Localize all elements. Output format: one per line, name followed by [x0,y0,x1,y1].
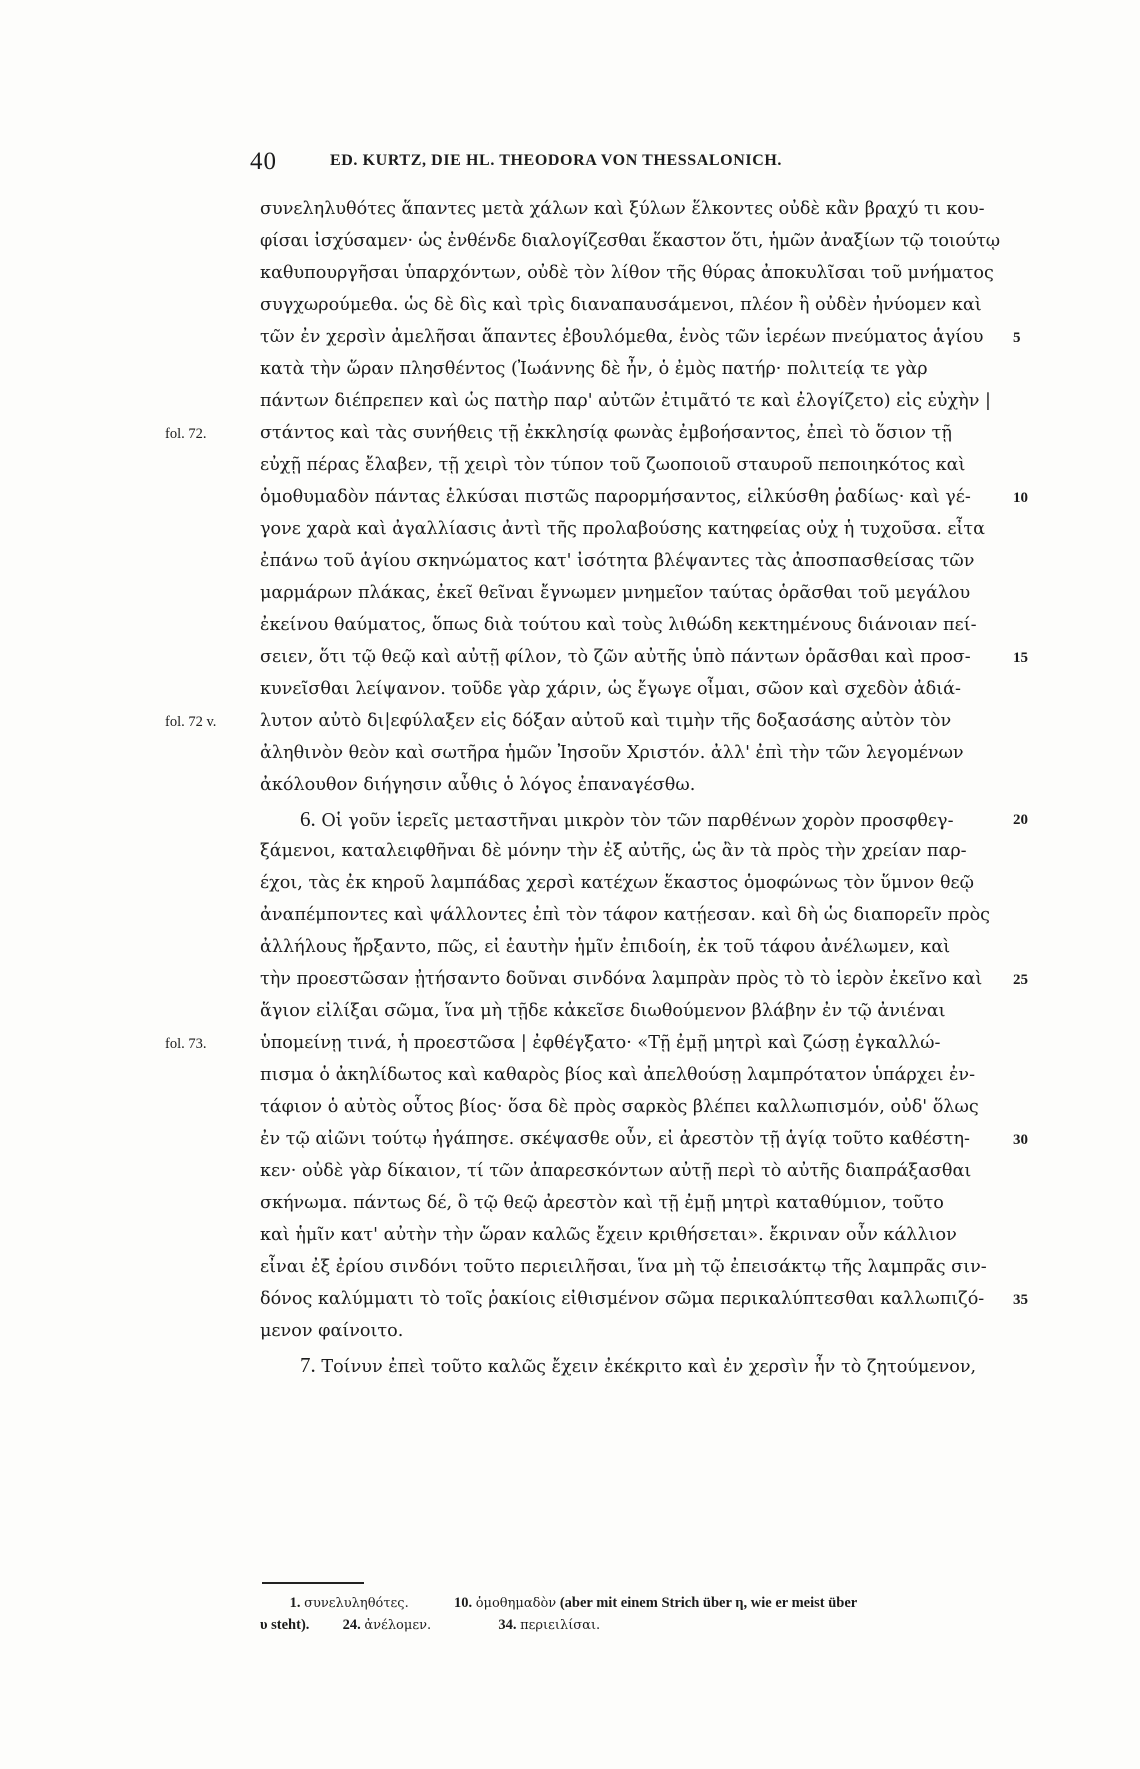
footnote-note: υ steht). [260,1617,310,1633]
text-span: Τοίνυν ἐπεὶ τοῦτο καλῶς ἔχειν ἐκέκριτο καὶ ἐν χερσὶν ἦν τὸ ζητούμενον, [321,1357,977,1377]
text-line: ἀναπέμποντες καὶ ψάλλοντες ἐπὶ τὸν τάφον κατῄεσαν. καὶ δὴ ὡς διαπορεῖν πρὸς [260,905,991,925]
footnote-word: ὁμοθημαδὸν [475,1596,557,1611]
text-line: ὑπομείνῃ τινά, ἡ προεστῶσα | ἐφθέγξατο· «Τῇ ἐμῇ μητρὶ καὶ ζώσῃ ἐγκαλλώ- [260,1033,941,1053]
footnote-label: 1. [289,1595,301,1611]
text-line: ἀληθινὸν θεὸν καὶ σωτῆρα ἡμῶν Ἰησοῦν Χριστόν. ἀλλ' ἐπὶ τὴν τῶν λεγομένων [260,743,964,763]
text-line: σειεν, ὅτι τῷ θεῷ καὶ αὐτῇ φίλον, τὸ ζῶν αὐτῆς ὑπὸ πάντων ὁρᾶσθαι καὶ προσ- [260,647,971,667]
footnote-line [260,1614,1000,1636]
text-line: εὐχῇ πέρας ἔλαβεν, τῇ χειρὶ τὸν τύπον τοῦ ζωοποιοῦ σταυροῦ πεποιηκότος καὶ [260,455,966,475]
text-line: συγχωρούμεθα. ὡς δὲ δὶς καὶ τρὶς διαναπαυσάμενοι, πλέον ἢ οὐδὲν ἠνύομεν καὶ [260,295,982,315]
line-number: 10 [1013,490,1028,506]
text-line: μενον φαίνοιτο. [260,1321,404,1341]
running-head: ED. KURTZ, DIE HL. THEODORA VON THESSALONICH. [330,152,782,169]
line-number: 25 [1013,972,1028,988]
footnote-word: ἀνέλομεν. [364,1618,432,1633]
text-line: συνεληλυθότες ἅπαντες μετὰ χάλων καὶ ξύλων ἕλκοντες οὐδὲ κἂν βραχύ τι κου- [260,199,985,219]
text-line: έχοι, τὰς ἐκ κηροῦ λαμπάδας χερσὶ κατέχων ἕκαστος ὁμοφώνως τὸν ὕμνον θεῷ [260,873,975,893]
text-line: τῶν ἐν χερσὶν ἀμελῆσαι ἅπαντες ἐβουλόμεθα, ἑνὸς τῶν ἱερέων πνεύματος ἁγίου [260,327,984,347]
text-line: τάφιον ὁ αὐτὸς οὗτος βίος· ὅσα δὲ πρὸς σαρκὸς βλέπει καλλωπισμόν, οὐδ' ὅλως [260,1097,979,1117]
footnote-label: 24. [342,1617,361,1633]
text-line: ἀκόλουθον διήγησιν αὖθις ὁ λόγος ἐπαναγέσθω. [260,775,696,795]
text-line: κεν· οὐδὲ γὰρ δίκαιον, τί τῶν ἀπαρεσκόντων αὐτῇ περὶ τὸ αὐτῆς διαπράξασθαι [260,1161,972,1181]
footnote-rule [262,1582,364,1584]
footnote-label: 10. [453,1595,473,1611]
text-line: μαρμάρων πλάκας, ἐκεῖ θεῖναι ἔγνωμεν μνημεῖον ταύτας ὁρᾶσθαι τοῦ μεγάλου [260,583,971,603]
text-line: καὶ ἡμῖν κατ' αὐτὴν τὴν ὥραν καλῶς ἔχειν κριθήσεται». ἔκριναν οὖν κάλλιον [260,1225,957,1245]
text-line: κατὰ τὴν ὥραν πλησθέντος (Ἰωάννης δὲ ἦν, ὁ ἐμὸς πατήρ· πολιτείᾳ τε γὰρ [260,359,928,379]
footnote-note: (aber mit einem Strich über η, wie er meist über [559,1595,858,1611]
text-line: καθυπουργῆσαι ὑπαρχόντων, οὐδὲ τὸν λίθον τῆς θύρας ἀποκυλῖσαι τοῦ μνήματος [260,263,994,283]
footnote-word: συνελυληθότες. [304,1596,409,1611]
footnote-word: περιειλίσαι. [520,1618,601,1633]
text-line: πάντων διέπρεπεν καὶ ὡς πατὴρ παρ' αὐτῶν ἐτιμᾶτό τε καὶ ἐλογίζετο) εἰς εὐχὴν | [260,391,991,411]
text-line: ἐκείνου θαύματος, ὅπως διὰ τούτου καὶ τοὺς λιθώδη κεκτημένους διάνοιαν πεί- [260,615,977,635]
line-number: 5 [1013,330,1021,346]
section-7-first-line [300,1349,1000,1381]
section-number: 6. [300,807,316,831]
text-line: στάντος καὶ τὰς συνήθεις τῇ ἐκκλησίᾳ φωνὰς ἐμβοήσαντος, ἐπεὶ τὸ ὅσιον τῇ [260,423,952,443]
text-line: ἅγιον εἰλίξαι σῶμα, ἵνα μὴ τῇδε κἀκεῖσε διωθούμενον βλάβην ἐν τῷ ἀνιέναι [260,1001,946,1021]
line-number: 20 [1013,812,1028,828]
folio-note: fol. 72 v. [165,714,217,730]
text-line: ὁμοθυμαδὸν πάντας ἑλκύσαι πιστῶς παρορμήσαντος, εἱλκύσθη ῥαδίως· καὶ γέ- [260,487,971,507]
text-line: λυτον αὐτὸ δι|εφύλαξεν εἰς δόξαν αὐτοῦ καὶ τιμὴν τῆς δοξασάσης αὐτὸν τὸν [260,711,952,731]
folio-note: fol. 72. [165,426,207,442]
section-6-first-line [300,803,1000,835]
text-line: σκήνωμα. πάντως δέ, ὃ τῷ θεῷ ἀρεστὸν καὶ τῇ ἐμῇ μητρὶ καταθύμιον, τοῦτο [260,1193,944,1213]
text-line: φίσαι ἰσχύσαμεν· ὡς ἐνθένδε διαλογίζεσθαι ἕκαστον ὅτι, ἡμῶν ἀναξίων τῷ τοιούτῳ [260,231,1000,251]
line-number: 15 [1013,650,1028,666]
text-line: γονε χαρὰ καὶ ἀγαλλίασις ἀντὶ τῆς προλαβούσης κατηφείας οὐχ ἡ τυχοῦσα. εἶτα [260,519,986,539]
text-line: ἀλλήλους ἤρξαντο, πῶς, εἰ ἑαυτὴν ἡμῖν ἐπιδοίη, ἐκ τοῦ τάφου ἀνέλωμεν, καὶ [260,937,951,957]
text-line: τὴν προεστῶσαν ᾐτήσαντο δοῦναι σινδόνα λαμπρὰν πρὸς τὸ τὸ ἱερὸν ἐκεῖνο καὶ [260,969,983,989]
text-line: ἐπάνω τοῦ ἁγίου σκηνώματος κατ' ἰσότητα βλέψαντες τὰς ἀποσπασθείσας τῶν [260,551,975,571]
footnote-label: 34. [498,1617,517,1633]
line-number: 35 [1013,1292,1028,1308]
text-line: πισμα ὁ ἀκηλίδωτος καὶ καθαρὸς βίος καὶ ἀπελθούσῃ λαμπρότατον ὑπάρχει ἐν- [260,1065,976,1085]
footnote-line [260,1592,1000,1614]
section-number: 7. [300,1353,316,1377]
text-line: εἶναι ἐξ ἐρίου σινδόνι τοῦτο περιειλῆσαι, ἵνα μὴ τῷ ἐπεισάκτῳ τῆς λαμπρᾶς σιν- [260,1257,987,1277]
folio-note: fol. 73. [165,1036,207,1052]
page-number: 40 [250,148,277,175]
text-span: Οἱ γοῦν ἱερεῖς μεταστῆναι μικρὸν τὸν τῶν παρθένων χορὸν προσφθεγ- [321,811,954,831]
text-line: δόνος καλύμματι τὸ τοῖς ῥακίοις εἰθισμένον σῶμα περικαλύπτεσθαι καλλωπιζό- [260,1289,985,1309]
text-line: ἐν τῷ αἰῶνι τούτῳ ἠγάπησε. σκέψασθε οὖν, εἰ ἀρεστὸν τῇ ἁγίᾳ τοῦτο καθέστη- [260,1129,970,1149]
text-line: ξάμενοι, καταλειφθῆναι δὲ μόνην τὴν ἐξ αὐτῆς, ὡς ἂν τὰ πρὸς τὴν χρείαν παρ- [260,841,967,861]
line-number: 30 [1013,1132,1028,1148]
text-line: κυνεῖσθαι λείψανον. τοῦδε γὰρ χάριν, ὡς ἔγωγε οἶμαι, σῶον καὶ σχεδὸν ἀδιά- [260,679,961,699]
